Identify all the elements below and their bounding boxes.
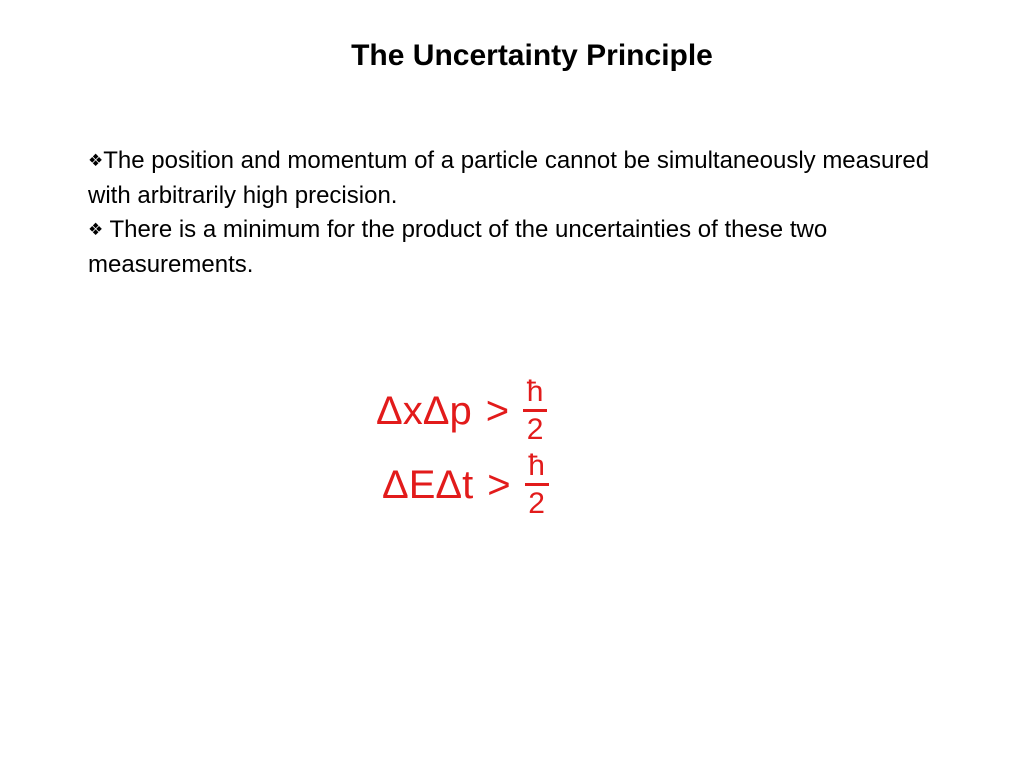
equation-position-momentum	[376, 376, 547, 446]
diamond-bullet-icon: ❖	[88, 220, 104, 240]
equation-relation: >	[487, 462, 511, 507]
bullet-list	[88, 144, 948, 282]
equation-energy-time	[382, 450, 549, 520]
bullet-text: There is a minimum for the product of the uncertainties of these two measurements.	[88, 216, 828, 278]
fraction-denominator: 2	[526, 413, 544, 446]
fraction-bar	[525, 483, 549, 486]
bullet-item	[88, 213, 948, 282]
bullet-item	[88, 144, 948, 213]
equation-fraction	[525, 451, 549, 519]
equation-lhs: ΔEΔt	[382, 462, 474, 507]
equation-lhs: ΔxΔp	[376, 388, 472, 433]
fraction-denominator: 2	[528, 487, 545, 520]
equation-relation: >	[485, 388, 510, 433]
bullet-text: The position and momentum of a particle cannot be simultaneously measured with arbitrarily high precision.	[88, 147, 930, 209]
diamond-bullet-icon: ❖	[88, 151, 104, 171]
slide-title: The Uncertainty Principle	[351, 39, 713, 72]
fraction-numerator: ħ	[526, 375, 544, 408]
equation-fraction	[523, 377, 547, 445]
fraction-bar	[523, 409, 547, 412]
equations-figure	[376, 372, 596, 522]
fraction-numerator: ħ	[528, 449, 545, 482]
